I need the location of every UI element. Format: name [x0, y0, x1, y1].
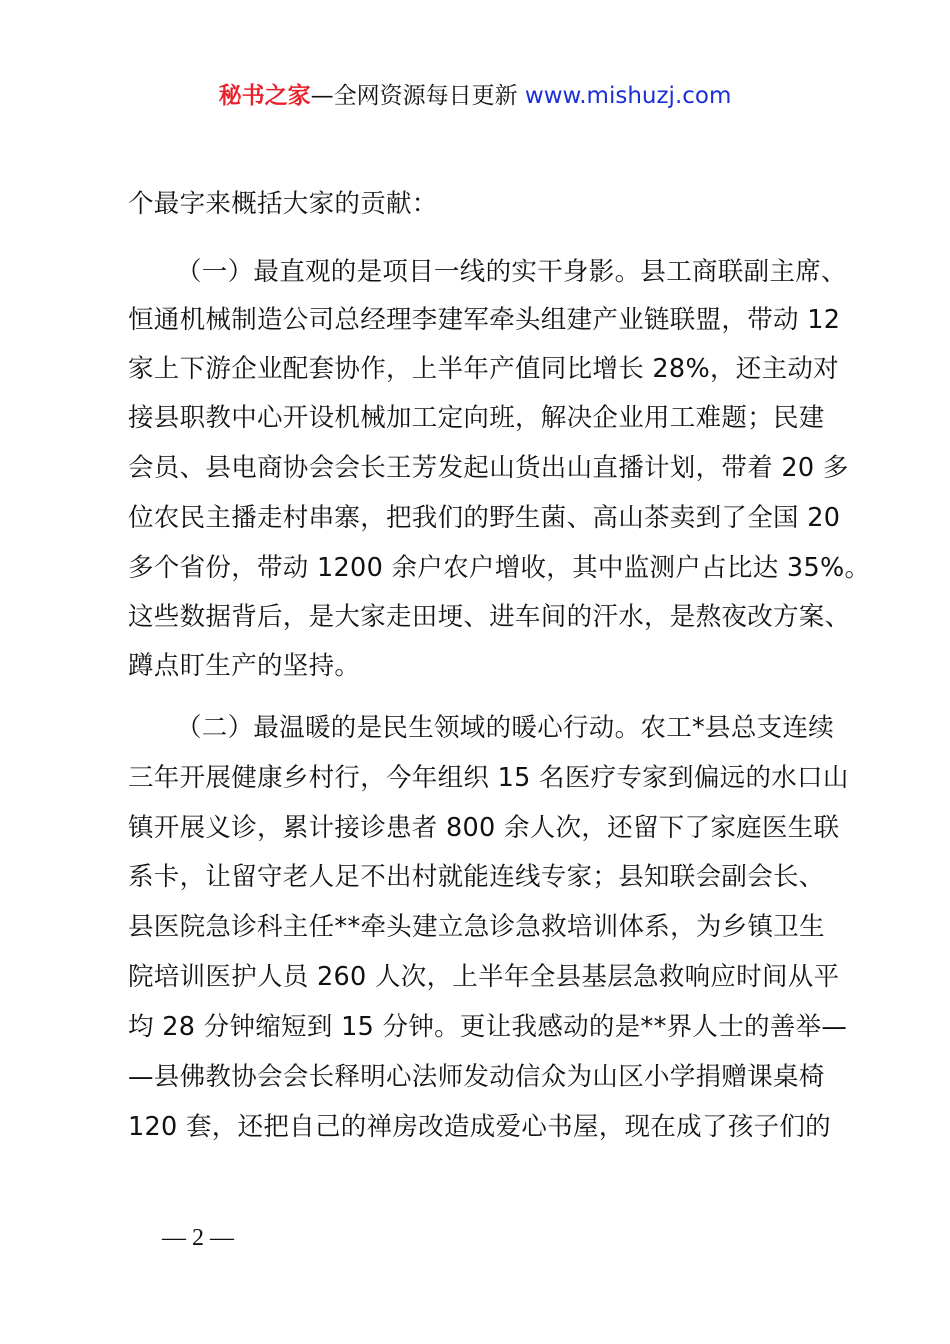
site-tagline: —全网资源每日更新	[310, 83, 518, 109]
body-line: 这些数据背后，是大家走田埂、进车间的汗水，是熬夜改方案、	[128, 602, 851, 632]
body-line: 县医院急诊科主任**牵头建立急诊急救培训体系，为乡镇卫生	[128, 912, 825, 942]
body-line: 镇开展义诊，累计接诊患者 800 余人次，还留下了家庭医生联	[128, 813, 840, 843]
body-line: 接县职教中心开设机械加工定向班，解决企业用工难题；民建	[128, 403, 825, 433]
body-line: 三年开展健康乡村行，今年组织 15 名医疗专家到偏远的水口山	[128, 763, 849, 793]
body-line: 位农民主播走村串寨，把我们的野生菌、高山茶卖到了全国 20	[128, 503, 841, 533]
page-number: — 2 —	[162, 1225, 234, 1251]
site-brand: 秘书之家	[218, 83, 311, 109]
body-line: 均 28 分钟缩短到 15 分钟。更让我感动的是**界人士的善举—	[128, 1012, 848, 1042]
body-line: 多个省份，带动 1200 余户农户增收，其中监测户占比达 35%。	[128, 553, 871, 583]
body-line: —县佛教协会会长释明心法师发动信众为山区小学捐赠课桌椅	[128, 1062, 825, 1092]
body-line: 会员、县电商协会会长王芳发起山货出山直播计划，带着 20 多	[128, 453, 849, 483]
body-line: （二）最温暖的是民生领域的暖心行动。农工*县总支连续	[176, 713, 835, 743]
body-line: 个最字来概括大家的贡献：	[128, 189, 438, 219]
site-header	[0, 80, 950, 112]
site-url-link[interactable]: www.mishuzj.com	[524, 83, 732, 109]
body-line: 120 套，还把自己的禅房改造成爱心书屋，现在成了孩子们的	[128, 1112, 831, 1142]
body-line: 蹲点盯生产的坚持。	[128, 651, 361, 681]
body-line: （一）最直观的是项目一线的实干身影。县工商联副主席、	[176, 257, 847, 287]
body-line: 系卡，让留守老人足不出村就能连线专家；县知联会副会长、	[128, 862, 825, 892]
body-line: 院培训医护人员 260 人次，上半年全县基层急救响应时间从平	[128, 962, 840, 992]
body-line: 恒通机械制造公司总经理李建军牵头组建产业链联盟，带动 12	[128, 305, 841, 335]
body-line: 家上下游企业配套协作，上半年产值同比增长 28%，还主动对	[128, 354, 839, 384]
